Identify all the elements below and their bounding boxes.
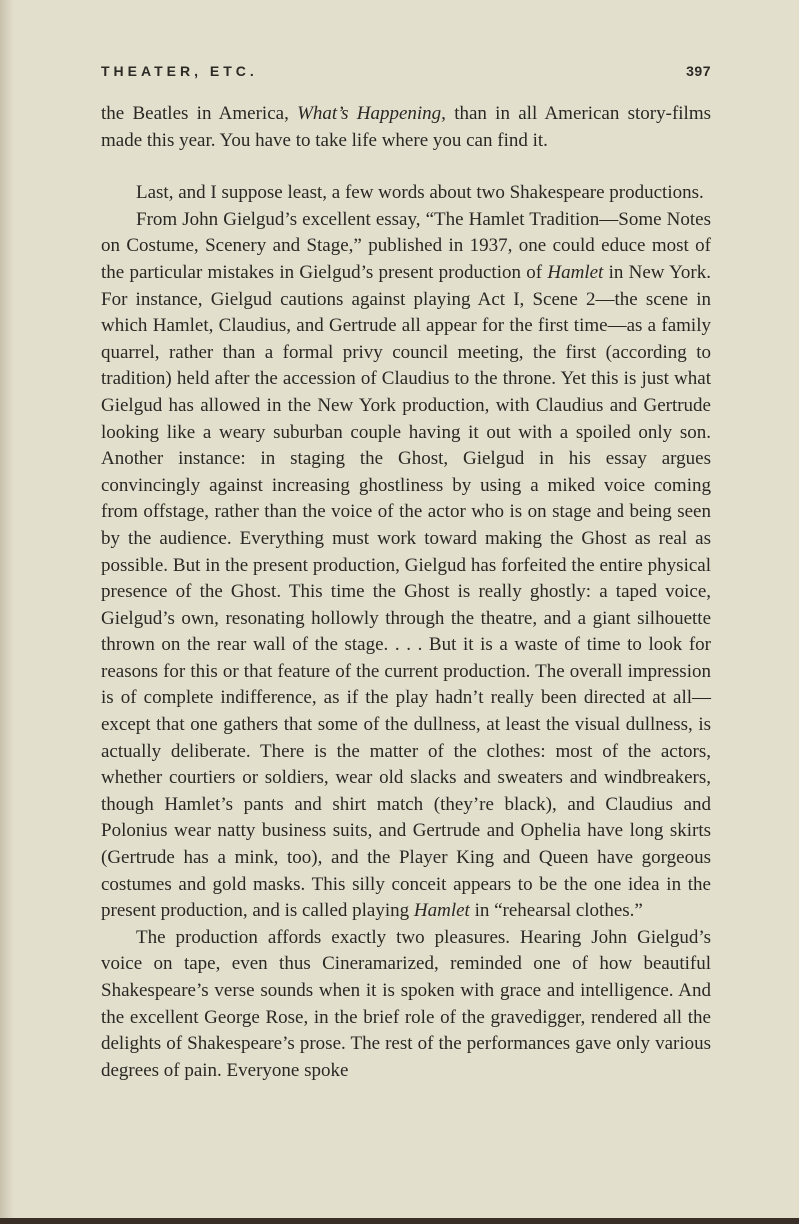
page-number: 397 [686, 63, 711, 79]
paragraph-3 [101, 207, 711, 925]
body-text [101, 101, 711, 1084]
paragraph-4: The production affords exactly two pleasures. Hearing John Gielgud’s voice on tape, even thus Cineramarized, reminded one of how beautiful Shakespeare’s verse sounds when it is spoken with grace and intelligence. And the excellent George Rose, in the brief role of the gravedigger, rendered all the delights of Shakespeare’s prose. The rest of the performances gave only various degrees of pain. Everyone spoke [101, 926, 711, 1081]
running-header [101, 61, 711, 85]
paragraph-3-text-c: in “rehearsal clothes.” [469, 900, 643, 922]
page-bottom-edge [0, 1218, 799, 1224]
paragraph-3-text-a: From John Gielgud’s excellent essay, “The Hamlet Tradition—Some Notes on Costume, Scenery and Stage,” published in 1937, one could educe most of the particular mistakes in Gielgud’s present production of [101, 208, 711, 283]
section-title: THEATER, ETC. [101, 63, 258, 79]
play-title-2: Hamlet [413, 900, 470, 922]
paragraph-1-text-a: the Beatles in America, [101, 103, 298, 124]
paragraph-1-text-b: than in all American story-films made this year. You have to take life where you can find it. [101, 103, 711, 151]
paragraph-2: Last, and I suppose least, a few words about two Shakespeare productions. [136, 182, 704, 204]
paragraph-1 [101, 101, 711, 154]
play-title: Hamlet [547, 261, 604, 283]
film-title: What’s Happening, [297, 103, 446, 124]
paragraph-3-text-b: in New York. For instance, Gielgud cautions against playing Act I, Scene 2—the scene in which Hamlet, Claudius, and Gertrude all appear for the first time—as a family quarrel, rather than a formal privy council meeting, the first (according to tradition) held after the accession of Claudius to the throne. Yet this is just what Gielgud has allowed in the New York production, with Claudius and Gertrude looking like a weary suburban couple having it out with a spoiled only son. Another instance: in staging the Ghost, Gielgud in his essay argues convincingly against increasing ghostliness by using a miked voice coming from offstage, rather than the voice of the actor who is on stage and being seen by the audience. Everything must work toward making the Ghost as real as possible. But in the present production, Gielgud has forfeited the entire physical presence of the Ghost. This time the Ghost is really ghostly: a taped voice, Gielgud’s own, resonating hollowly through the theatre, and a giant silhouette thrown on the rear wall of the stage. . . . But it is a waste of time to look for reasons for this or that feature of the current production. The overall impression is of complete indifference, as if the play hadn’t really been directed at all—except that one gathers that some of the dullness, at least the visual dullness, is actually deliberate. There is the matter of the clothes: most of the actors, whether courtiers or soldiers, wear old slacks and sweaters and windbreakers, though Hamlet’s pants and shirt match (they’re black), and Claudius and Polonius wear natty business suits, and Gertrude and Ophelia have long skirts (Gertrude has a mink, too), and the Player King and Queen have gorgeous costumes and gold masks. This silly conceit appears to be the one idea in the present production, and is called playing [101, 261, 711, 922]
page-edge-shadow [0, 0, 14, 1224]
